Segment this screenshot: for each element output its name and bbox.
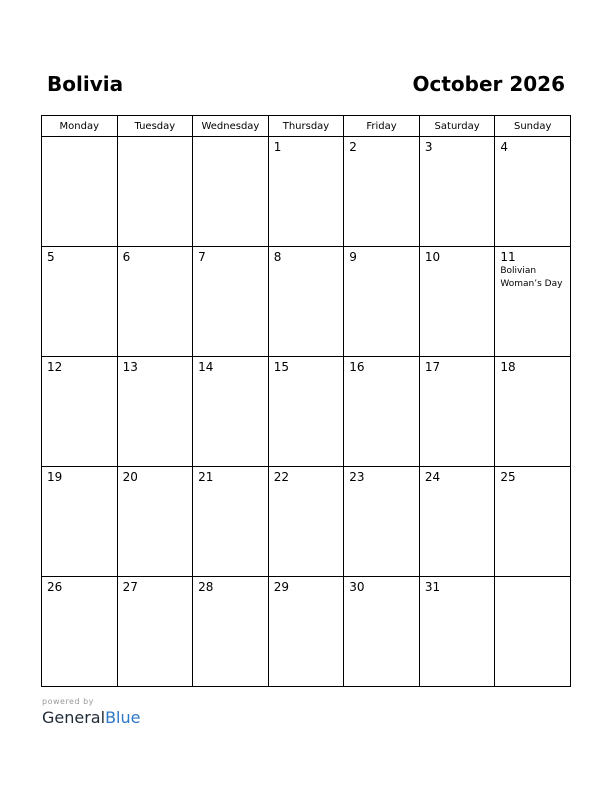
day-number: 11 [500,250,516,264]
day-number: 31 [424,580,441,594]
day-cell [495,357,571,467]
day-number: 14 [198,360,214,374]
day-cell [193,467,269,577]
country-title: Bolivia [47,72,124,96]
day-cell [419,357,495,467]
day-cell [193,357,269,467]
brand-general-text: General [42,708,106,727]
week-row [42,467,571,577]
day-number: 3 [424,140,433,154]
powered-by-text: powered by [42,697,94,706]
day-number: 7 [198,250,206,264]
day-cell [344,577,420,687]
weekday-header: Tuesday [117,116,193,137]
day-cell [42,577,118,687]
day-cell [268,357,344,467]
day-number: 19 [47,470,63,484]
day-number: 6 [122,250,131,264]
day-cell [117,467,193,577]
day-cell [495,247,571,357]
day-number: 5 [47,250,55,264]
brand-blue-text: Blue [105,708,141,727]
week-row [42,247,571,357]
day-number: 18 [500,360,516,374]
day-number: 13 [122,360,138,374]
day-number: 1 [273,140,282,154]
weekday-header-row [42,116,571,137]
day-number: 27 [122,580,138,594]
day-number [42,137,117,139]
day-cell [495,467,571,577]
day-number [495,577,570,579]
day-cell [117,137,193,247]
day-number: 30 [349,580,365,594]
day-number: 8 [273,250,282,264]
day-cell [42,247,118,357]
weekday-header: Monday [42,116,118,137]
day-number: 4 [500,140,509,154]
weekday-header: Sunday [495,116,571,137]
weekday-header: Thursday [268,116,344,137]
day-number: 17 [424,360,441,374]
day-cell [419,137,495,247]
weekday-header: Saturday [419,116,495,137]
day-cell [117,577,193,687]
day-number: 26 [47,580,63,594]
day-number: 24 [424,470,441,484]
day-cell [344,137,420,247]
day-cell [344,247,420,357]
day-cell [42,467,118,577]
day-cell [419,467,495,577]
day-cell [42,357,118,467]
day-cell [268,577,344,687]
day-cell [419,577,495,687]
day-number [118,137,193,139]
day-cell [193,577,269,687]
week-row [42,577,571,687]
day-cell [268,137,344,247]
month-title: October 2026 [412,72,565,96]
day-cell [268,467,344,577]
day-cell [42,137,118,247]
day-number: 9 [349,250,357,264]
day-number: 25 [500,470,516,484]
day-number: 22 [273,470,289,484]
day-cell [268,247,344,357]
day-number: 12 [47,360,63,374]
weekday-header: Friday [344,116,420,137]
day-cell [117,357,193,467]
day-cell [193,137,269,247]
day-cell [495,577,571,687]
brand-logo [42,708,140,728]
day-cell [419,247,495,357]
day-number: 23 [349,470,365,484]
day-number: 16 [349,360,365,374]
week-row [42,137,571,247]
day-cell [193,247,269,357]
weekday-header: Wednesday [193,116,269,137]
day-number: 20 [122,470,138,484]
day-cell [344,357,420,467]
day-cell [344,467,420,577]
footer-branding [42,697,140,728]
day-number: 28 [198,580,214,594]
day-number: 15 [273,360,289,374]
day-cell [117,247,193,357]
calendar-grid [41,115,571,687]
day-number: 29 [273,580,289,594]
day-cell [495,137,571,247]
day-number: 21 [198,470,214,484]
day-number [193,137,268,139]
day-number: 10 [424,250,441,264]
week-row [42,357,571,467]
holiday-label: Bolivian Woman’s Day [500,266,563,289]
day-number: 2 [349,140,357,154]
